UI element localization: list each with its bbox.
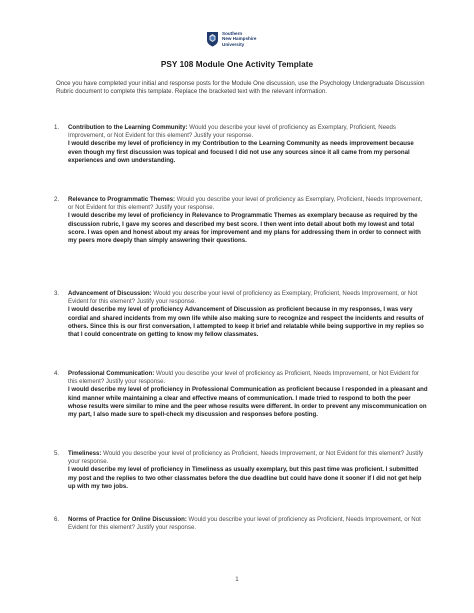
snhu-shield-icon	[206, 31, 219, 47]
item-answer: I would describe my level of proficiency in my Contribution to the Learning Community as needs improvement because even though my first discussion was topical and focused I did not use any sources since it all came from my personal experiences and own understanding.	[68, 140, 414, 164]
item-heading: Advancement of Discussion:	[68, 290, 152, 297]
item-question: Would you describe your level of proficiency as Proficient, Needs Improvement, or Not Evident for this element? Justify your response.	[68, 516, 421, 532]
item-question: Would you describe your level of proficiency as Proficient, Needs Improvement, or Not Evident for this element? Justify your response.	[68, 370, 420, 386]
item-heading: Contribution to the Learning Community:	[68, 124, 188, 131]
item-heading: Norms of Practice for Online Discussion:	[68, 516, 187, 523]
item-number: 6.	[54, 516, 60, 523]
university-name	[222, 31, 256, 47]
rubric-item	[54, 450, 428, 491]
item-number: 4.	[54, 370, 60, 377]
rubric-item	[54, 196, 428, 245]
item-answer: I would describe my level of proficiency Advancement of Discussion as proficient because in my responses, I was very cordial and shared incidents from my own life while also making sure to recognize and respect the incidents and results of others. Since this is our first conversation, I attempted to keep it brief and relatable while being supportive in my replies so that I could concentrate on getting to know my fellow classmates.	[68, 306, 424, 339]
item-number: 1.	[54, 124, 60, 131]
rubric-item	[54, 370, 428, 419]
logo-line: New Hampshire	[222, 36, 257, 42]
item-number: 3.	[54, 290, 60, 297]
university-logo	[206, 26, 276, 52]
rubric-item	[54, 124, 428, 165]
rubric-item	[54, 290, 428, 339]
page-number: 1	[235, 576, 239, 583]
item-answer: I would describe my level of proficiency in Professional Communication as proficient because I responded in a pleasant and kind manner while maintaining a clear and effective means of communication. I made tried to respond to both the peer whose results were similar to mine and the peer whose results were different. In order to prevent any miscommunication on my part, I also made sure to spell-check my discussion and responses before posting.	[68, 386, 428, 419]
item-heading: Professional Communication:	[68, 370, 155, 377]
item-question: Would you describe your level of proficiency as Exemplary, Proficient, Needs Improvement, or Not Evident for this element? Justify your response.	[68, 290, 418, 306]
item-question: Would you describe your level of proficiency as Exemplary, Proficient, Needs Improvement, or Not Evident for this element? Justify your response.	[68, 124, 396, 140]
item-number: 5.	[54, 450, 60, 457]
item-answer: I would describe my level of proficiency in Timeliness as usually exemplary, but this past time was proficient. I submitted my post and the replies to two other classmates before the due deadline but could have done it sooner if I did not get help up with my two jobs.	[68, 466, 422, 490]
logo-line: Southern	[222, 31, 243, 37]
item-question: Would you describe your level of proficiency as Proficient, Needs Improvement, or Not Evident for this element? Justify your response.	[68, 450, 424, 466]
logo-line: University	[222, 41, 245, 47]
item-heading: Relevance to Programmatic Themes:	[68, 196, 176, 203]
item-number: 2.	[54, 196, 60, 203]
intro-paragraph: Once you have completed your initial and response posts for the Module One discussion, use the Psychology Undergraduate Discussion Rubric document to complete this template. Replace the bracketed text with the relevant information.	[56, 80, 425, 96]
rubric-item	[54, 516, 428, 532]
item-question: Would you describe your level of proficiency as Exemplary, Proficient, Needs Improvement, or Not Evident for this element? Justify your response.	[68, 196, 423, 212]
document-title: PSY 108 Module One Activity Template	[160, 60, 314, 69]
item-answer: I would describe my level of proficiency in Relevance to Programmatic Themes as exemplary because as required by the discussion rubric, I gave my scores and described my best score. I then went into detail about both my lowest and total score. I was open and honest about my areas for improvement and my plans for addressing them in order to connect with my peers more deeply than simply answering their questions.	[68, 212, 421, 245]
item-heading: Timeliness:	[68, 450, 102, 457]
